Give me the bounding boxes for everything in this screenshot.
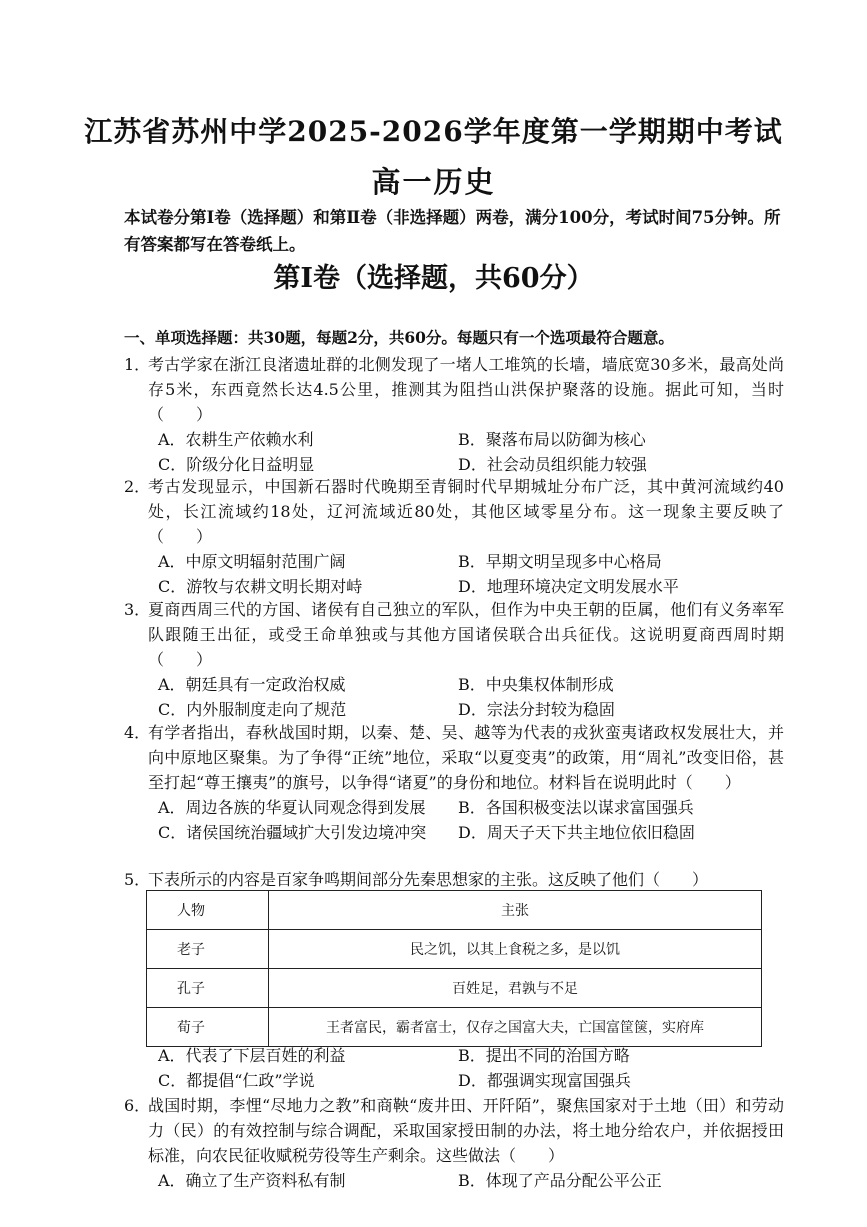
options [158,795,784,845]
question-stem: 有学者指出，春秋战国时期，以秦、楚、吴、越等为代表的戎狄蛮夷诸政权发展壮大，并向中原地区聚集。为了争得“正统”地位，采取“以夏变夷”的政策，用“周礼”改变旧俗，甚至打起“尊王攘夷”的旗号，以争得“诸夏”的身份和地位。材料旨在说明此时（ ） [148,723,784,792]
question-2 [124,474,784,599]
table-row [147,969,762,1008]
option-a[interactable]: A．代表了下层百姓的利益 [158,1046,346,1065]
option-d[interactable]: D．都强调实现富国强兵 [458,1071,631,1090]
option-b[interactable]: B．中央集权体制形成 [458,675,614,694]
question-6 [124,1093,784,1193]
table-row [147,930,762,969]
options [158,1043,784,1093]
table-cell-person: 老子 [147,930,269,969]
option-b[interactable]: B．体现了产品分配公平公正 [458,1171,662,1190]
option-d[interactable]: D．宗法分封较为稳固 [458,700,615,719]
question-1 [124,352,784,477]
question-4 [124,720,784,845]
exam-instructions: 本试卷分第Ⅰ卷（选择题）和第Ⅱ卷（非选择题）两卷，满分100分，考试时间75分钟。所有答案都写在答卷纸上。 [124,208,781,254]
option-c[interactable]: C．内外服制度走向了规范 [158,700,347,719]
option-a[interactable]: A．中原文明辐射范围广阔 [158,552,346,571]
option-c[interactable]: C．阶级分化日益明显 [158,455,315,474]
exam-title: 江苏省苏州中学2025-2026学年度第一学期期中考试 [84,115,783,148]
question-5 [124,867,784,892]
question-number: 6． [124,1096,151,1115]
question-stem: 战国时期，李悝“尽地力之教”和商鞅“废井田、开阡陌”，聚焦国家对于土地（田）和劳动力（民）的有效控制与综合调配，采取国家授田制的办法，将土地分给农户，并依据授田标准，向农民征收赋税劳役等生产剩余。这些做法（ ） [148,1096,784,1165]
table-header-cell: 主张 [269,891,762,930]
question-number: 2． [124,477,151,496]
question-stem: 考古学家在浙江良渚遗址群的北侧发现了一堵人工堆筑的长墙，墙底宽30多米，最高处尚存5米，东西竟然长达4.5公里，推测其为阻挡山洪保护聚落的设施。据此可知，当时（ ） [148,355,784,424]
question-number: 5． [124,870,151,889]
table-header-row [147,891,762,930]
table-cell-person: 荀子 [147,1008,269,1047]
question-number: 1． [124,355,151,374]
option-b[interactable]: B．各国积极变法以谋求富国强兵 [458,798,694,817]
option-b[interactable]: B．聚落布局以防御为核心 [458,430,646,449]
question-5-options [124,1043,784,1093]
options [158,427,784,477]
option-d[interactable]: D．周天子天下共主地位依旧稳固 [458,823,695,842]
question-3 [124,597,784,722]
table-cell-person: 孔子 [147,969,269,1008]
table-cell-claim: 百姓足，君孰与不足 [269,969,762,1008]
options [158,1168,784,1193]
option-b[interactable]: B．提出不同的治国方略 [458,1046,630,1065]
option-c[interactable]: C．游牧与农耕文明长期对峙 [158,577,363,596]
question-stem: 考古发现显示，中国新石器时代晚期至青铜时代早期城址分布广泛，其中黄河流域约40处，长江流域约18处，辽河流域近80处，其他区域零星分布。这一现象主要反映了（ ） [148,477,784,546]
option-a[interactable]: A．朝廷具有一定政治权威 [158,675,346,694]
thinkers-table [146,890,762,1047]
option-d[interactable]: D．地理环境决定文明发展水平 [458,577,679,596]
section-heading: 一、单项选择题：共30题，每题2分，共60分。每题只有一个选项最符合题意。 [124,328,674,347]
question-number: 4． [124,723,151,742]
exam-subject: 高一历史 [371,165,496,199]
table-cell-claim: 民之饥，以其上食税之多，是以饥 [269,930,762,969]
question-number: 3． [124,600,151,619]
question-stem: 下表所示的内容是百家争鸣期间部分先秦思想家的主张。这反映了他们（ ） [148,870,709,889]
options [158,549,784,599]
option-c[interactable]: C．都提倡“仁政”学说 [158,1071,315,1090]
table-row [147,1008,762,1047]
option-a[interactable]: A．确立了生产资料私有制 [158,1171,346,1190]
option-a[interactable]: A．农耕生产依赖水利 [158,430,314,449]
question-stem: 夏商西周三代的方国、诸侯有自己独立的军队，但作为中央王朝的臣属，他们有义务率军队跟随王出征，或受王命单独或与其他方国诸侯联合出兵征伐。这说明夏商西周时期（ ） [148,600,784,669]
table-cell-claim: 王者富民，霸者富士，仅存之国富大夫，亡国富筐箧，实府库 [269,1008,762,1047]
option-c[interactable]: C．诸侯国统治疆域扩大引发边境冲突 [158,823,427,842]
option-a[interactable]: A．周边各族的华夏认同观念得到发展 [158,798,426,817]
table-header-cell: 人物 [147,891,269,930]
option-b[interactable]: B．早期文明呈现多中心格局 [458,552,662,571]
part-title: 第Ⅰ卷（选择题，共60分） [273,263,594,294]
options [158,672,784,722]
option-d[interactable]: D．社会动员组织能力较强 [458,455,647,474]
